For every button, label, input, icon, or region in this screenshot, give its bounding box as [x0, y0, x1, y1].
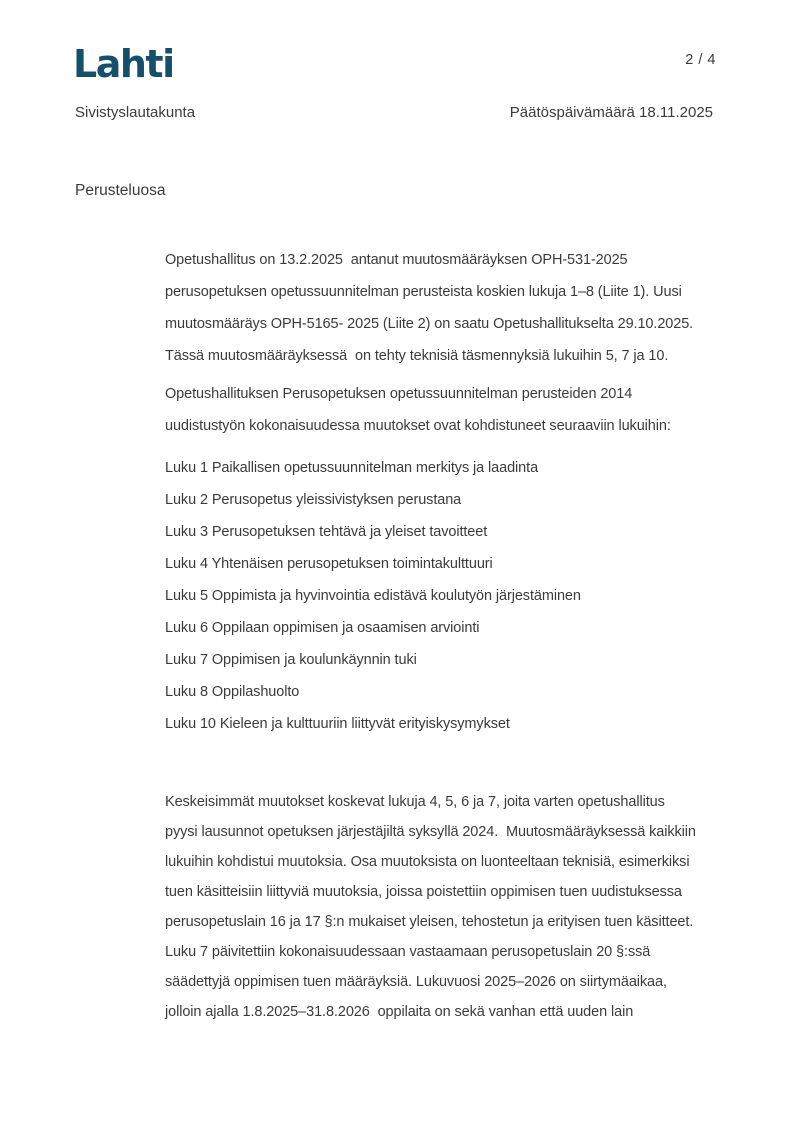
text-line: pyysi lausunnot opetuksen järjestäjiltä syksyllä 2024. Muutosmääräyksessä kaikkiin: [165, 824, 696, 840]
committee-name: Sivistyslautakunta: [75, 104, 196, 121]
text-line: muutosmääräys OPH-5165- 2025 (Liite 2) on saatu Opetushallitukselta 29.10.2025.: [165, 316, 694, 332]
paragraph-3: [165, 787, 765, 1027]
chapter-list: [165, 452, 765, 740]
text-line: Opetushallitus on 13.2.2025 antanut muutosmääräyksen OPH-531-2025: [165, 252, 628, 268]
paragraph-1: [165, 244, 765, 372]
document-meta-row: [75, 104, 713, 121]
document-body: [165, 244, 765, 1027]
paragraph-2: [165, 378, 765, 442]
chapter-list-item: Luku 6 Oppilaan oppimisen ja osaamisen arviointi: [165, 620, 480, 636]
text-line: lukuihin kohdistui muutoksia. Osa muutoksista on luonteeltaan teknisiä, esimerkiksi: [165, 854, 690, 870]
text-line: Tässä muutosmääräyksessä on tehty teknisiä täsmennyksiä lukuihin 5, 7 ja 10.: [165, 348, 669, 364]
lahti-logo: Lahti: [73, 42, 174, 86]
chapter-list-item: Luku 7 Oppimisen ja koulunkäynnin tuki: [165, 652, 417, 668]
text-line: säädettyjä oppimisen tuen määräyksiä. Lukuvuosi 2025–2026 on siirtymäaikaa,: [165, 974, 667, 990]
decision-date: Päätöspäivämäärä 18.11.2025: [509, 104, 713, 121]
chapter-list-item: Luku 1 Paikallisen opetussuunnitelman merkitys ja laadinta: [165, 460, 539, 476]
text-line: jolloin ajalla 1.8.2025–31.8.2026 oppilaita on sekä vanhan että uuden lain: [165, 1004, 634, 1020]
text-line: tuen käsitteisiin liittyviä muutoksia, joissa poistettiin oppimisen tuen uudistuksessa: [165, 884, 682, 900]
section-title: Perusteluosa: [75, 182, 166, 199]
chapter-list-item: Luku 3 Perusopetuksen tehtävä ja yleiset tavoitteet: [165, 524, 488, 540]
chapter-list-item: Luku 5 Oppimista ja hyvinvointia edistävä koulutyön järjestäminen: [165, 588, 581, 604]
text-line: uudistustyön kokonaisuudessa muutokset ovat kohdistuneet seuraaviin lukuihin:: [165, 418, 671, 434]
text-line: perusopetuslain 16 ja 17 §:n mukaiset yleisen, tehostetun ja erityisen tuen käsitteet.: [165, 914, 694, 930]
text-line: Keskeisimmät muutokset koskevat lukuja 4, 5, 6 ja 7, joita varten opetushallitus: [165, 794, 665, 810]
chapter-list-item: Luku 8 Oppilashuolto: [165, 684, 300, 700]
page-number: 2 / 4: [685, 52, 716, 68]
chapter-list-item: Luku 10 Kieleen ja kulttuuriin liittyvät erityiskysymykset: [165, 716, 510, 732]
text-line: Luku 7 päivitettiin kokonaisuudessaan vastaamaan perusopetuslain 20 §:ssä: [165, 944, 651, 960]
chapter-list-item: Luku 2 Perusopetus yleissivistyksen perustana: [165, 492, 462, 508]
text-line: Opetushallituksen Perusopetuksen opetussuunnitelman perusteiden 2014: [165, 386, 633, 402]
text-line: perusopetuksen opetussuunnitelman perusteista koskien lukuja 1–8 (Liite 1). Uusi: [165, 284, 682, 300]
chapter-list-item: Luku 4 Yhtenäisen perusopetuksen toimintakulttuuri: [165, 556, 493, 572]
